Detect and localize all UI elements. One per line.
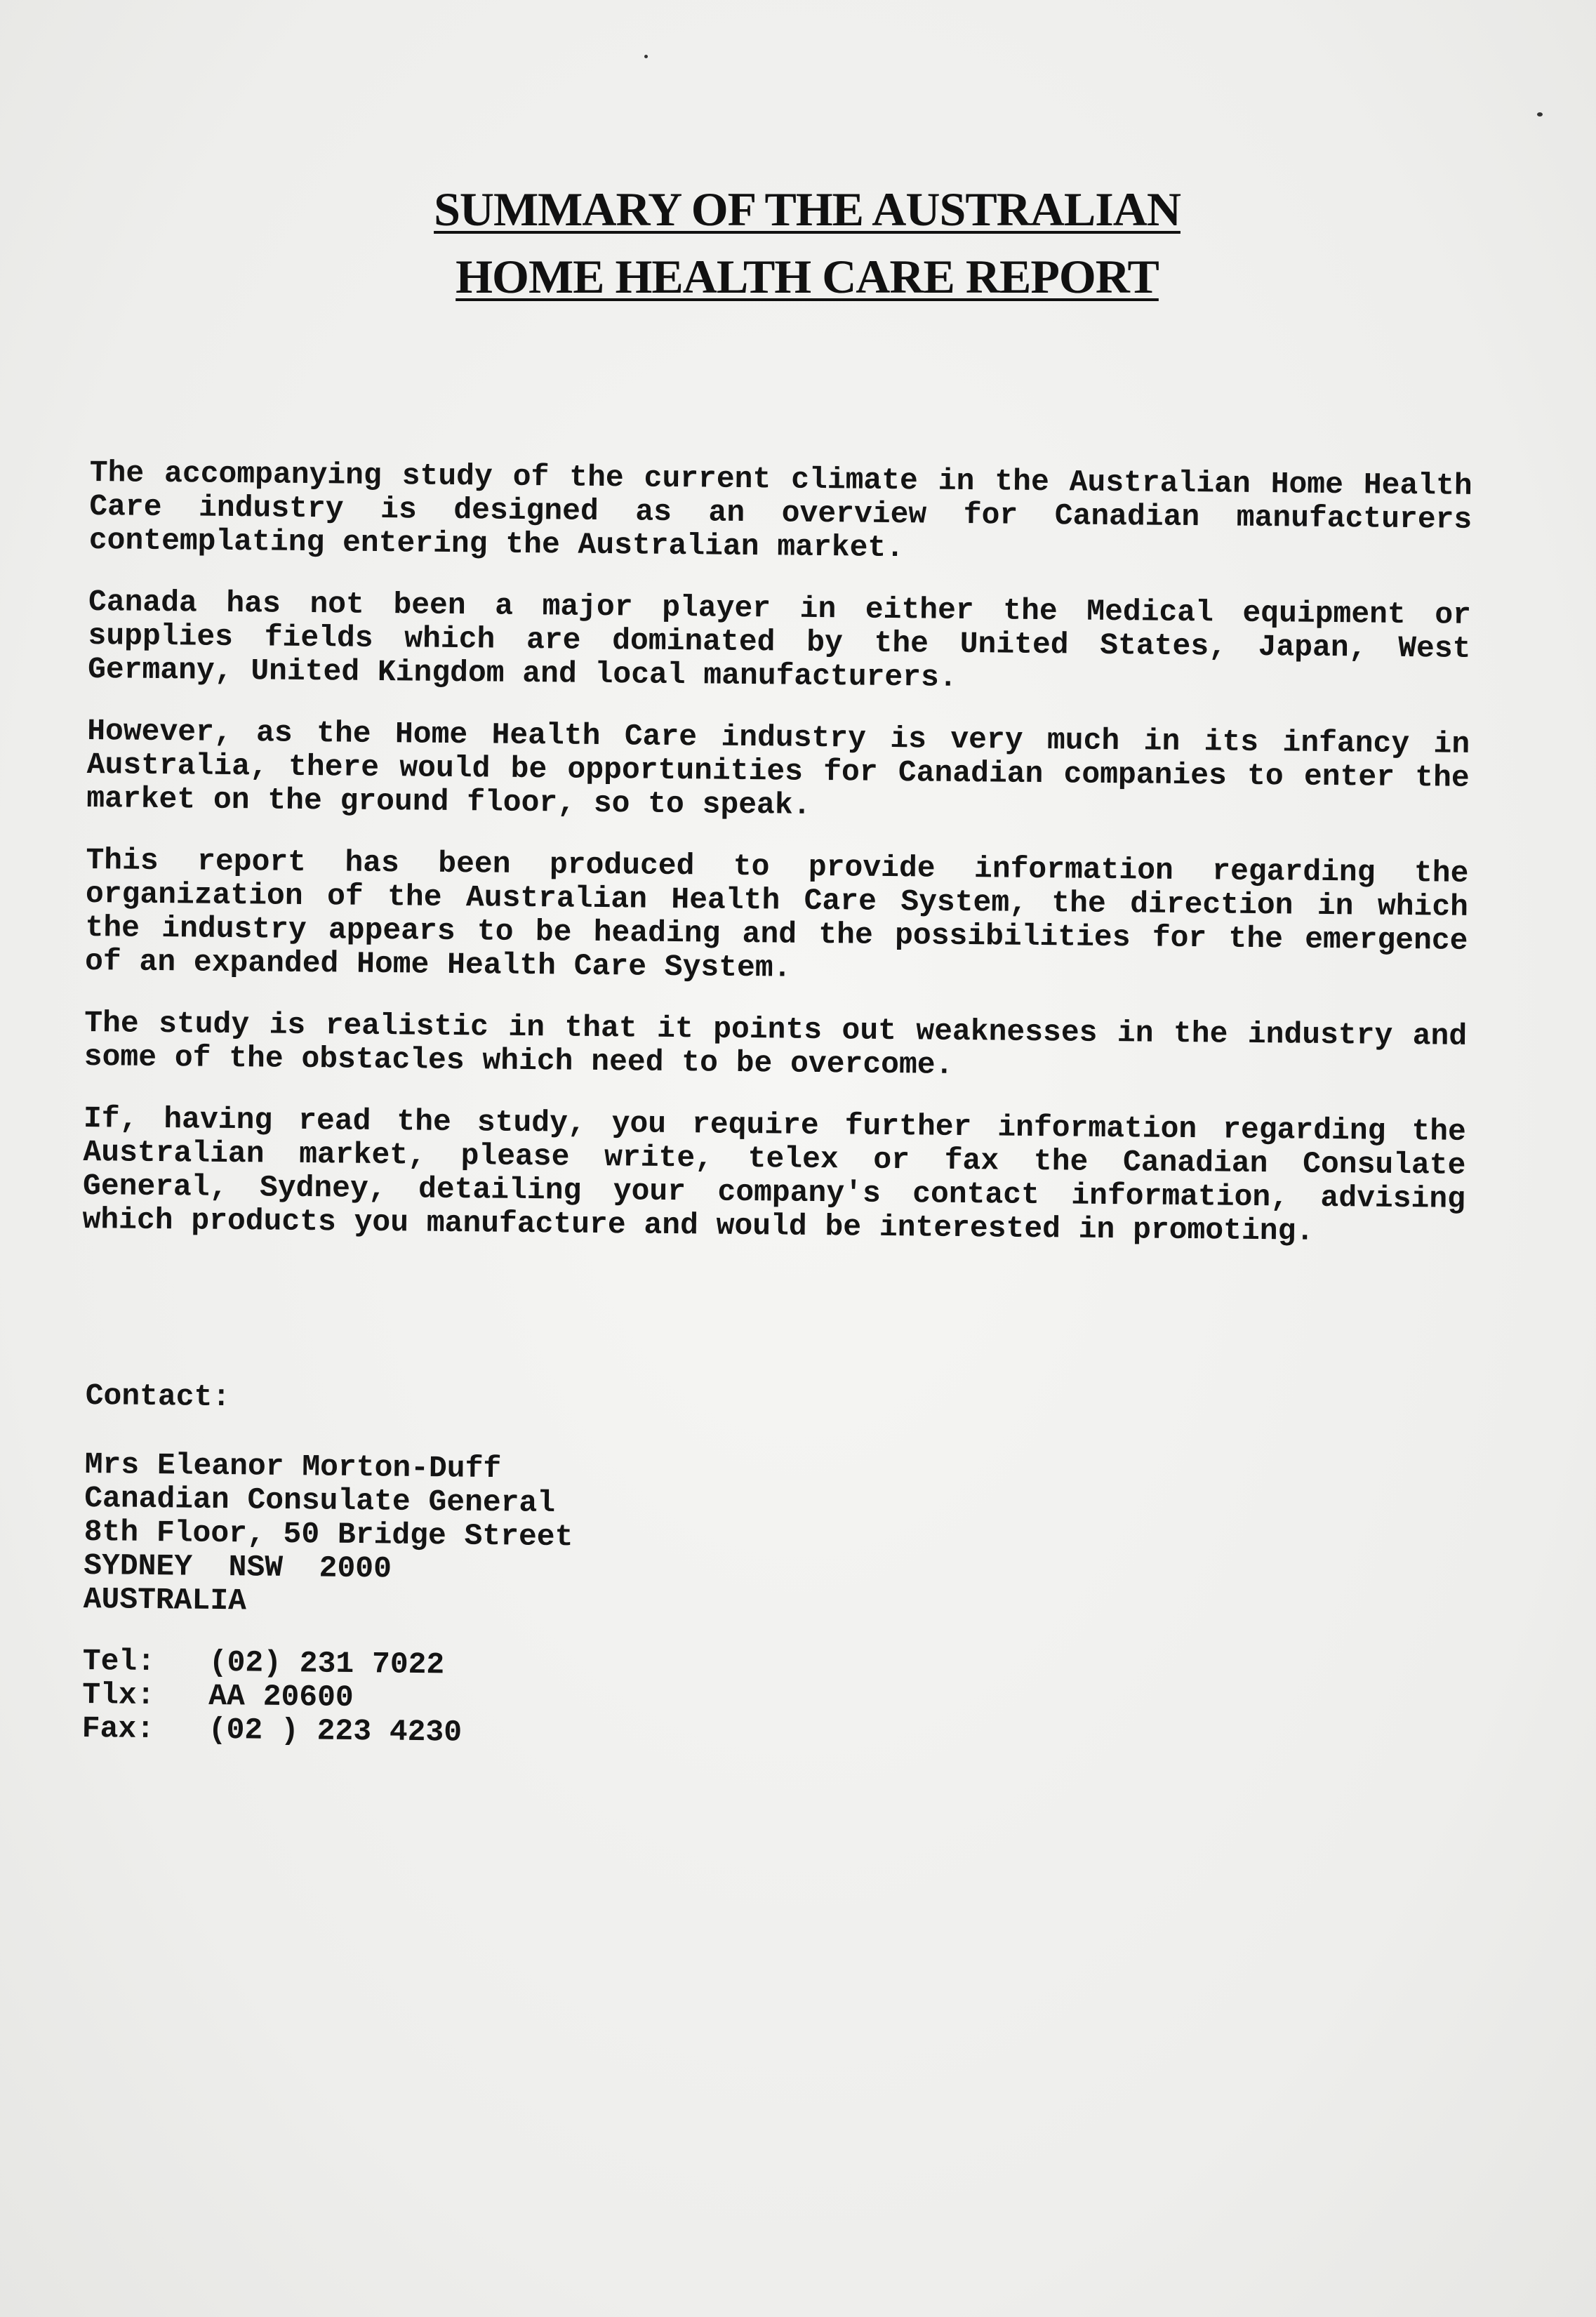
paragraph-canada-role: Canada has not been a major player in either the Medical equipment or supplies fields which are dominated by the United States, Japan, West Germany, United Kingdom and local manufacturers.	[87, 584, 1472, 695]
fax-row	[82, 1712, 854, 1754]
contact-country: AUSTRALIA	[83, 1581, 247, 1619]
contact-address	[83, 1448, 856, 1625]
document-body	[82, 456, 1472, 1278]
paragraph-realism: The study is realistic in that it points out weaknesses in the industry and some of the obstacles which need to be overcome.	[84, 1005, 1468, 1082]
fax-label: Fax:	[81, 1711, 155, 1747]
paragraph-opportunities: However, as the Home Health Care industry is very much in its infancy in Australia, there would be opportunities for Canadian companies to enter the market on the ground floor, so to speak.	[86, 713, 1470, 823]
fax-value: (02 ) 223 4230	[208, 1712, 463, 1750]
title-line-1: SUMMARY OF THE AUSTRALIAN	[434, 182, 1181, 236]
contact-street: 8th Floor, 50 Bridge Street	[84, 1514, 573, 1555]
tel-value: (02) 231 7022	[208, 1645, 445, 1682]
paragraph-further-info: If, having read the study, you require further information regarding the Australian market, please write, telex or fax the Canadian Consulate General, Sydney, detailing your company's contact information, advising which products you manufacture and would be interested in promoting.	[82, 1101, 1467, 1249]
contact-city: SYDNEY NSW 2000	[83, 1548, 392, 1586]
contact-name: Mrs Eleanor Morton-Duff	[84, 1447, 502, 1487]
tel-label: Tel:	[82, 1643, 156, 1680]
telex-label: Tlx:	[82, 1677, 155, 1713]
contact-organization: Canadian Consulate General	[84, 1480, 556, 1521]
paragraph-intro: The accompanying study of the current climate in the Australian Home Health Care industry is designed as an overview for Canadian manufacturers contemplating entering the Australian market.	[88, 456, 1472, 566]
telex-value: AA 20600	[208, 1678, 354, 1715]
speck-mark	[1537, 112, 1543, 117]
contact-numbers	[82, 1645, 855, 1754]
speck-mark	[644, 55, 648, 58]
contact-block	[82, 1379, 858, 1753]
paragraph-report-purpose: This report has been produced to provide information regarding the organization of the Australian Health Care System, the direction in which the industry appears to be heading and the possibilities for the emergence of an expanded Home Health Care System.	[84, 842, 1469, 985]
title-line-2: HOME HEALTH CARE REPORT	[455, 250, 1159, 303]
contact-label: Contact:	[85, 1379, 231, 1415]
document-title	[379, 175, 1235, 310]
